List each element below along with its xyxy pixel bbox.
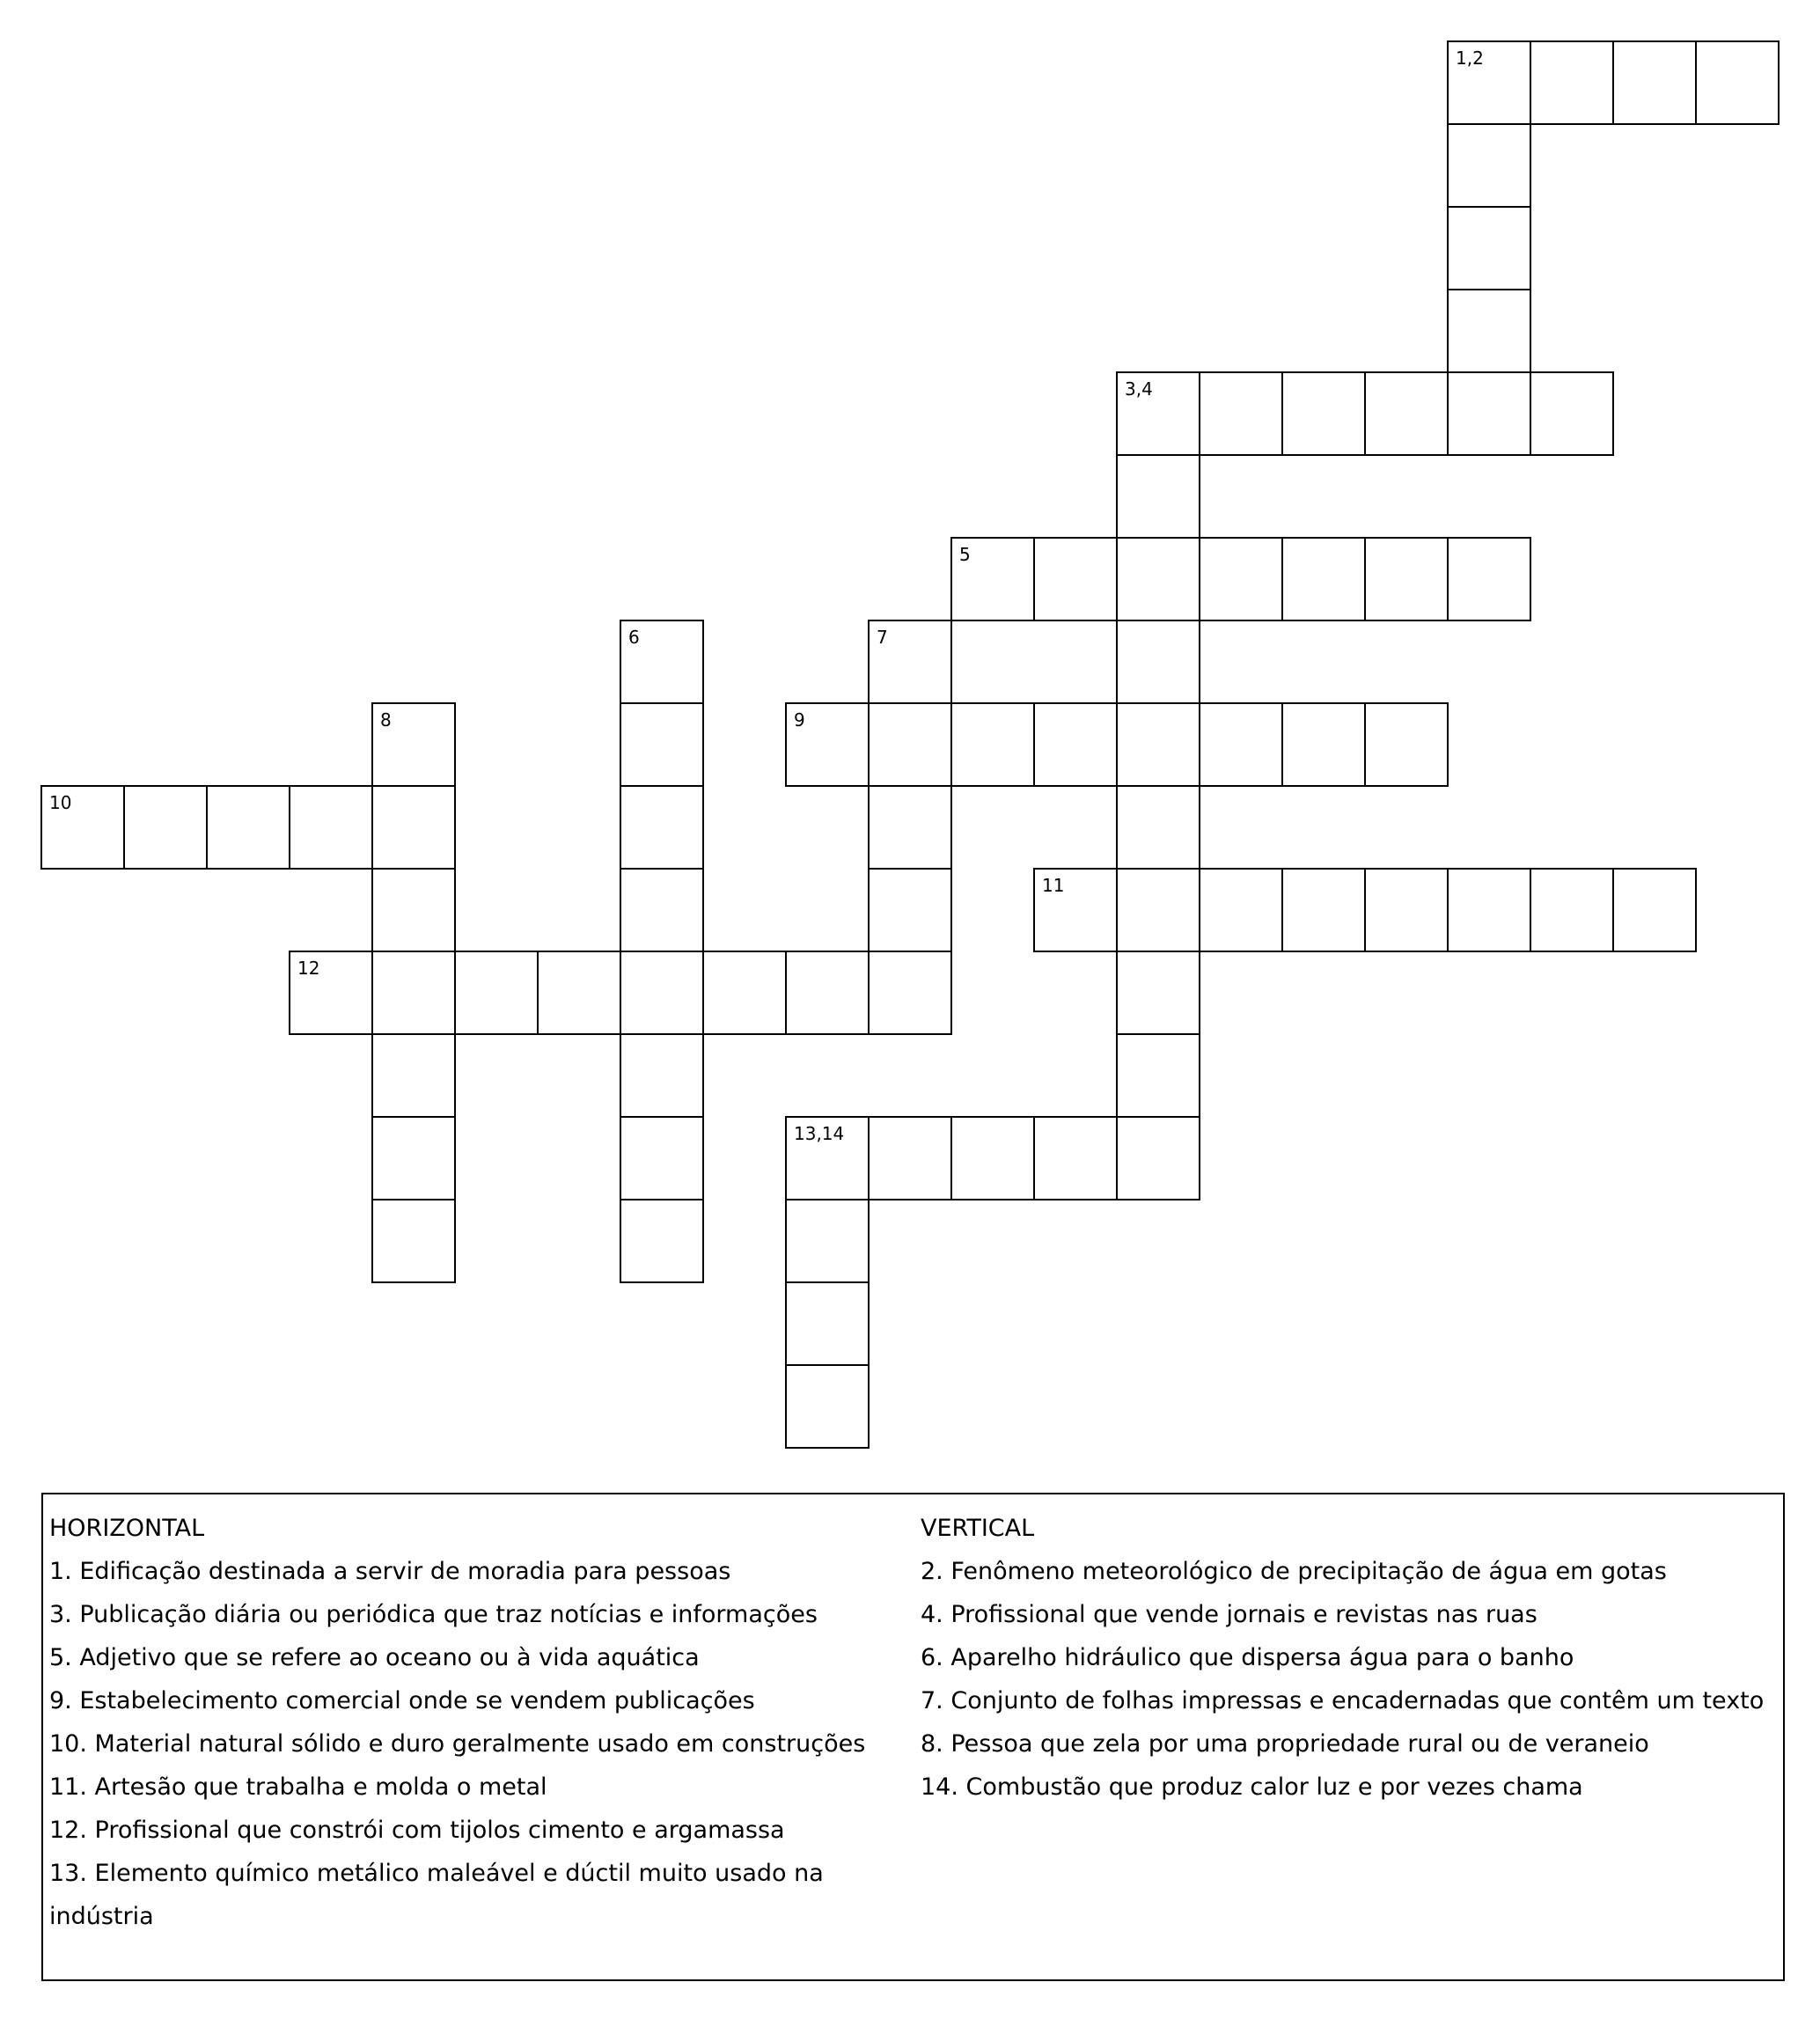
clue-number: 6 <box>628 627 640 648</box>
horizontal-heading: HORIZONTAL <box>49 1515 205 1542</box>
horizontal-clue-9: 9. Estabelecimento comercial onde se vendem publicações <box>49 1687 755 1714</box>
crossword-cell-7[interactable] <box>868 620 952 704</box>
clue-number: 7 <box>877 627 888 648</box>
vertical-clue-14: 14. Combustão que produz calor luz e por vezes chama <box>921 1773 1583 1801</box>
crossword-cell[interactable] <box>620 1033 704 1118</box>
crossword-cell-11[interactable] <box>1033 868 1118 952</box>
crossword-cell-6[interactable] <box>620 620 704 704</box>
crossword-cell-3-4[interactable] <box>1116 371 1200 456</box>
crossword-cell[interactable] <box>1364 868 1449 952</box>
crossword-cell[interactable] <box>1281 702 1366 787</box>
crossword-cell[interactable] <box>950 1116 1035 1200</box>
crossword-cell[interactable] <box>1364 537 1449 621</box>
crossword-cell[interactable] <box>1281 537 1366 621</box>
horizontal-clue-12: 12. Profissional que constrói com tijolos cimento e argamassa <box>49 1817 785 1844</box>
crossword-cell[interactable] <box>1447 371 1531 456</box>
crossword-cell[interactable] <box>620 868 704 952</box>
crossword-cell[interactable] <box>537 951 621 1035</box>
crossword-cell[interactable] <box>371 1033 456 1118</box>
crossword-cell-10[interactable] <box>40 785 125 870</box>
clue-number: 11 <box>1042 875 1065 896</box>
horizontal-clue-3: 3. Publicação diária ou periódica que traz notícias e informações <box>49 1601 818 1628</box>
crossword-cell[interactable] <box>371 1116 456 1200</box>
crossword-cell[interactable] <box>1447 537 1531 621</box>
crossword-cell[interactable] <box>620 951 704 1035</box>
crossword-cell-8[interactable] <box>371 702 456 787</box>
crossword-cell[interactable] <box>1116 868 1200 952</box>
crossword-cell[interactable] <box>1033 1116 1118 1200</box>
crossword-cell[interactable] <box>1116 785 1200 870</box>
crossword-cell[interactable] <box>1116 454 1200 539</box>
horizontal-clues <box>49 1507 903 1938</box>
crossword-cell[interactable] <box>371 785 456 870</box>
crossword-cell[interactable] <box>1033 702 1118 787</box>
crossword-cell[interactable] <box>1530 868 1614 952</box>
crossword-cell[interactable] <box>1530 371 1614 456</box>
horizontal-clue-13: 13. Elemento químico metálico maleável e dúctil muito usado na <box>49 1860 824 1887</box>
horizontal-clue-11: 11. Artesão que trabalha e molda o metal <box>49 1773 547 1801</box>
clue-number: 5 <box>959 544 971 565</box>
clue-number: 10 <box>49 792 72 813</box>
vertical-heading: VERTICAL <box>921 1515 1035 1542</box>
crossword-cell[interactable] <box>1116 702 1200 787</box>
crossword-cell[interactable] <box>1281 371 1366 456</box>
crossword-cell[interactable] <box>1281 868 1366 952</box>
crossword-cell[interactable] <box>1116 620 1200 704</box>
crossword-cell[interactable] <box>289 785 373 870</box>
crossword-cell[interactable] <box>123 785 208 870</box>
crossword-cell[interactable] <box>950 702 1035 787</box>
crossword-cell[interactable] <box>785 1281 870 1366</box>
crossword-cell[interactable] <box>785 1199 870 1283</box>
crossword-cell[interactable] <box>1199 868 1283 952</box>
crossword-cell[interactable] <box>1695 40 1780 125</box>
crossword-cell[interactable] <box>868 702 952 787</box>
horizontal-clue-5: 5. Adjetivo que se refere ao oceano ou à vida aquática <box>49 1644 700 1671</box>
crossword-cell[interactable] <box>1447 289 1531 373</box>
crossword-cell[interactable] <box>1033 537 1118 621</box>
crossword-cell[interactable] <box>1447 868 1531 952</box>
clue-number: 8 <box>380 709 392 731</box>
crossword-cell[interactable] <box>620 702 704 787</box>
horizontal-clue-13-continued: indústria <box>49 1903 154 1930</box>
crossword-cell[interactable] <box>868 1116 952 1200</box>
vertical-clues <box>921 1507 1783 1809</box>
crossword-cell[interactable] <box>1116 537 1200 621</box>
crossword-cell[interactable] <box>1116 1116 1200 1200</box>
clue-number: 3,4 <box>1125 378 1153 400</box>
vertical-clue-8: 8. Pessoa que zela por uma propriedade rural ou de veraneio <box>921 1730 1649 1758</box>
crossword-cell[interactable] <box>702 951 787 1035</box>
crossword-cell[interactable] <box>620 1199 704 1283</box>
vertical-clue-2: 2. Fenômeno meteorológico de precipitação de água em gotas <box>921 1558 1667 1585</box>
crossword-cell[interactable] <box>1612 868 1697 952</box>
crossword-cell[interactable] <box>1364 702 1449 787</box>
horizontal-clue-1: 1. Edificação destinada a servir de moradia para pessoas <box>49 1558 731 1585</box>
vertical-clue-7: 7. Conjunto de folhas impressas e encadernadas que contêm um texto <box>921 1687 1765 1714</box>
crossword-cell[interactable] <box>371 1199 456 1283</box>
crossword-cell[interactable] <box>1530 40 1614 125</box>
crossword-cell[interactable] <box>785 1364 870 1449</box>
crossword-cell[interactable] <box>1199 371 1283 456</box>
clue-number: 9 <box>794 709 805 731</box>
crossword-cell[interactable] <box>785 951 870 1035</box>
clue-number: 1,2 <box>1456 48 1484 69</box>
crossword-cell[interactable] <box>371 868 456 952</box>
crossword-cell[interactable] <box>1199 537 1283 621</box>
clue-number: 13,14 <box>794 1123 845 1144</box>
crossword-cell[interactable] <box>868 785 952 870</box>
crossword-cell-9[interactable] <box>785 702 870 787</box>
crossword-cell[interactable] <box>620 1116 704 1200</box>
crossword-cell[interactable] <box>371 951 456 1035</box>
crossword-cell[interactable] <box>1116 951 1200 1035</box>
crossword-cell[interactable] <box>868 951 952 1035</box>
crossword-cell[interactable] <box>1199 702 1283 787</box>
crossword-cell-1-2[interactable] <box>1447 40 1531 125</box>
crossword-cell[interactable] <box>620 785 704 870</box>
crossword-cell[interactable] <box>454 951 539 1035</box>
clue-number: 12 <box>297 958 320 979</box>
crossword-cell[interactable] <box>206 785 290 870</box>
vertical-clue-4: 4. Profissional que vende jornais e revistas nas ruas <box>921 1601 1537 1628</box>
crossword-cell[interactable] <box>1364 371 1449 456</box>
crossword-cell[interactable] <box>1612 40 1697 125</box>
clue-box <box>41 1493 1785 1981</box>
crossword-cell-5[interactable] <box>950 537 1035 621</box>
crossword-cell[interactable] <box>1447 123 1531 208</box>
crossword-cell-12[interactable] <box>289 951 373 1035</box>
crossword-cell-13-14[interactable] <box>785 1116 870 1200</box>
horizontal-clue-10: 10. Material natural sólido e duro geralmente usado em construções <box>49 1730 866 1758</box>
vertical-clue-6: 6. Aparelho hidráulico que dispersa água para o banho <box>921 1644 1574 1671</box>
crossword-cell[interactable] <box>1447 206 1531 290</box>
crossword-cell[interactable] <box>868 868 952 952</box>
crossword-cell[interactable] <box>1116 1033 1200 1118</box>
